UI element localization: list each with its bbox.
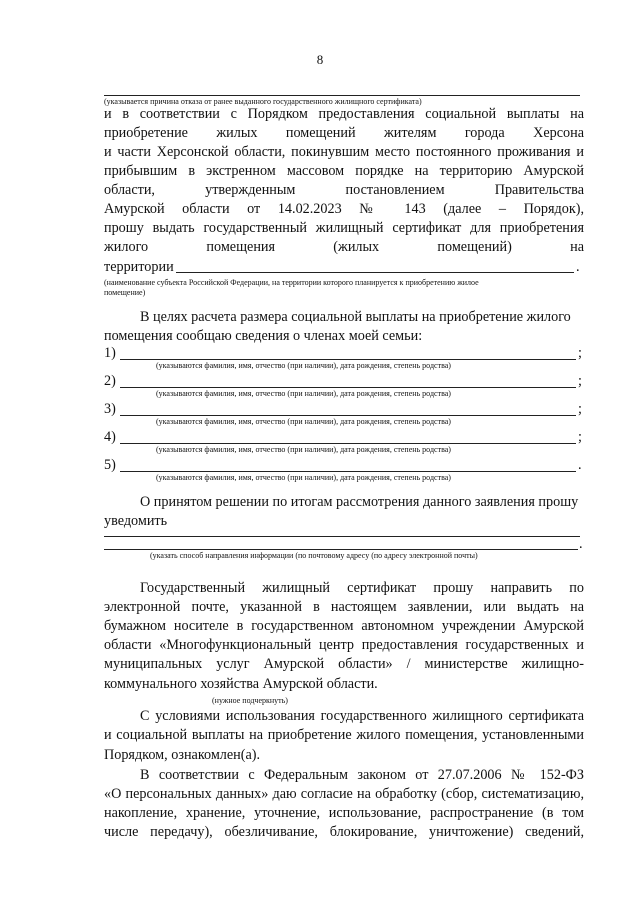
refusal-reason-line — [104, 95, 580, 96]
para1-line-1: и в соответствии с Порядком предоставления социальной выплаты на — [104, 106, 584, 122]
conditions-line-3: Порядком, ознакомлен(а). — [104, 747, 261, 763]
notify-method-line-2[interactable] — [104, 549, 578, 550]
family-member-5-caption: (указываются фамилия, имя, отчество (при наличии), дата рождения, степень родства) — [156, 473, 451, 482]
notify-caption: (указать способ направления информации (по почтовому адресу (по адресу электронной почты) — [150, 551, 478, 560]
refusal-caption: (указывается причина отказа от ранее выданного государственного жилищного сертификата) — [104, 97, 422, 106]
notify-end: . — [579, 536, 583, 552]
notify-line-2: уведомить — [104, 513, 168, 529]
cert-line-6: коммунального хозяйства Амурской области. — [104, 676, 378, 692]
family-member-3-caption: (указываются фамилия, имя, отчество (при наличии), дата рождения, степень родства) — [156, 417, 451, 426]
family-member-2-line[interactable] — [120, 387, 576, 388]
para1-line-2: приобретение жилых помещений жителям города Херсона — [104, 125, 584, 141]
consent-line-2: «О персональных данных» даю согласие на обработку (сбор, систематизацию, — [104, 786, 584, 802]
family-member-1-line[interactable] — [120, 359, 576, 360]
para1-line-4: прибывшим в экстренном массовом порядке на территорию Амурской — [104, 163, 584, 179]
territory-caption-1: (наименование субъекта Российской Федерации, на территории которого планируется к приобретению жилое — [104, 278, 479, 287]
family-member-5-line[interactable] — [120, 471, 576, 472]
para1-line-3: и части Херсонской области, покинувшим место постоянного проживания и — [104, 144, 584, 160]
para1-line-7: прошу выдать государственный жилищный сертификат для приобретения — [104, 220, 584, 236]
family-intro-line-2: помещения сообщаю сведения о членах моей семьи: — [104, 328, 423, 344]
territory-label: территории — [104, 259, 174, 275]
notify-method-line-1[interactable] — [104, 536, 580, 537]
notify-line-1: О принятом решении по итогам рассмотрения данного заявления прошу — [140, 494, 579, 510]
family-intro-line-1: В целях расчета размера социальной выплаты на приобретение жилого — [140, 309, 571, 325]
conditions-line-2: и социальной выплаты на приобретение жилого помещения, установленными — [104, 727, 584, 743]
underline-caption: (нужное подчеркнуть) — [212, 696, 288, 705]
family-member-3-number: 3) — [104, 401, 116, 417]
territory-end: . — [576, 259, 580, 275]
family-member-4-end: ; — [578, 429, 582, 445]
family-member-1-end: ; — [578, 345, 582, 361]
cert-line-1: Государственный жилищный сертификат прошу направить по — [140, 580, 584, 596]
family-member-5-number: 5) — [104, 457, 116, 473]
consent-line-3: накопление, хранение, уточнение, использование, распространение (в том — [104, 805, 584, 821]
territory-line[interactable] — [176, 272, 574, 273]
family-member-4-caption: (указываются фамилия, имя, отчество (при наличии), дата рождения, степень родства) — [156, 445, 451, 454]
para1-line-5: области, утвержденным постановлением Правительства — [104, 182, 584, 198]
family-member-2-number: 2) — [104, 373, 116, 389]
family-member-4-line[interactable] — [120, 443, 576, 444]
family-member-3-end: ; — [578, 401, 582, 417]
consent-line-1: В соответствии с Федеральным законом от 27.07.2006 № 152-ФЗ — [140, 767, 584, 783]
cert-line-3: бумажном носителе в государственном автономном учреждении Амурской — [104, 618, 584, 634]
page-number: 8 — [316, 52, 324, 67]
family-member-1-caption: (указываются фамилия, имя, отчество (при наличии), дата рождения, степень родства) — [156, 361, 451, 370]
family-member-3-line[interactable] — [120, 415, 576, 416]
family-member-5-end: . — [578, 457, 582, 473]
family-member-2-end: ; — [578, 373, 582, 389]
cert-line-4: области «Многофункциональный центр предоставления государственных и — [104, 637, 584, 653]
territory-caption-2: помещение) — [104, 288, 146, 297]
cert-line-5: муниципальных услуг Амурской области» / министерстве жилищно- — [104, 656, 584, 672]
family-member-1-number: 1) — [104, 345, 116, 361]
cert-line-2: электронной почте, указанной в настоящем заявлении, или выдать на — [104, 599, 584, 615]
consent-line-4: числе передачу), обезличивание, блокирование, уничтожение) сведений, — [104, 824, 584, 840]
family-member-2-caption: (указываются фамилия, имя, отчество (при наличии), дата рождения, степень родства) — [156, 389, 451, 398]
conditions-line-1: С условиями использования государственного жилищного сертификата — [140, 708, 584, 724]
family-member-4-number: 4) — [104, 429, 116, 445]
para1-line-6: Амурской области от 14.02.2023 № 143 (далее – Порядок), — [104, 201, 584, 217]
para1-line-8: жилого помещения (жилых помещений) на — [104, 239, 584, 255]
